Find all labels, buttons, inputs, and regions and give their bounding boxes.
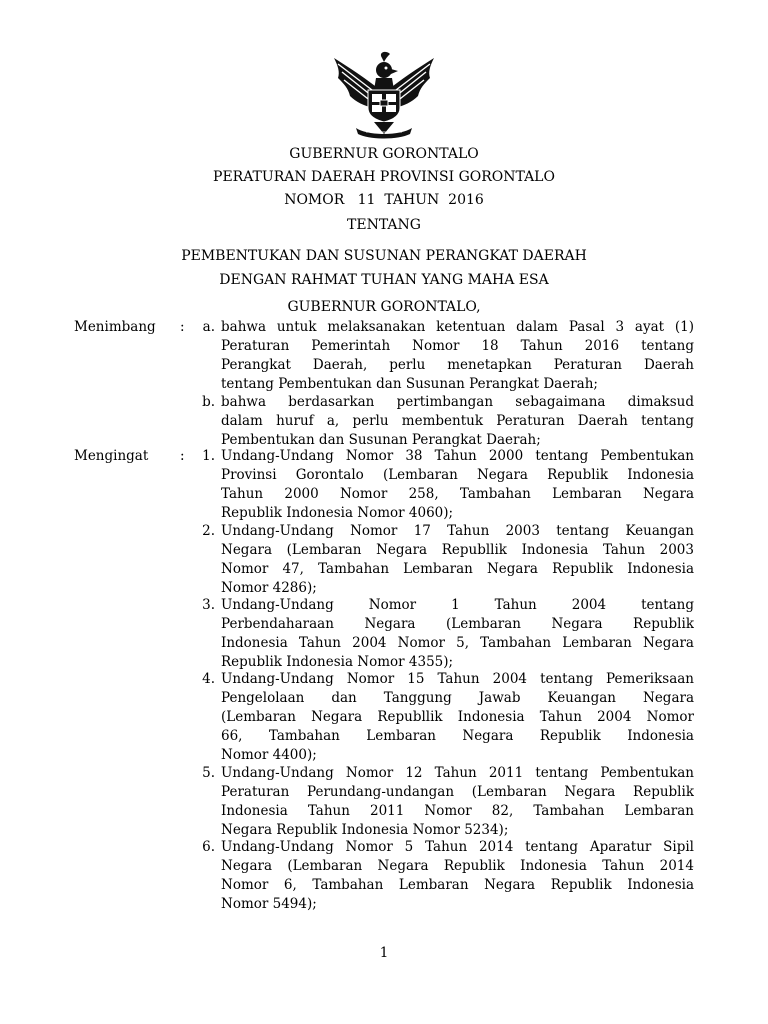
text-line: Negara (Lembaran Negara Republlik Indonesia Tahun 2003 <box>221 542 694 558</box>
authority: GUBERNUR GORONTALO, <box>287 299 481 315</box>
text-line: Negara Republik Indonesia Nomor 5234); <box>221 822 509 838</box>
menimbang-b-marker: b. <box>202 394 215 410</box>
text-line: Nomor 5494); <box>221 896 317 912</box>
text-line: Indonesia Tahun 2004 Nomor 5, Tambahan Lembaran Negara <box>221 635 694 651</box>
about-heading: TENTANG <box>347 217 421 233</box>
text-line: Republik Indonesia Nomor 4060); <box>221 505 454 521</box>
regulation-title: PERATURAN DAERAH PROVINSI GORONTALO <box>213 169 555 185</box>
menimbang-colon: : <box>180 319 185 335</box>
menimbang-b-text <box>221 393 694 450</box>
text-line: bahwa berdasarkan pertimbangan sebagaimana dimaksud <box>221 394 694 410</box>
text-line: Negara (Lembaran Negara Republik Indonesia Tahun 2014 <box>221 858 694 874</box>
menimbang-label: Menimbang <box>74 319 156 335</box>
text-line: Indonesia Tahun 2011 Nomor 82, Tambahan Lembaran <box>221 803 694 819</box>
text-line: 66, Tambahan Lembaran Negara Republik Indonesia <box>221 728 694 744</box>
text-line: tentang Pembentukan dan Susunan Perangkat Daerah; <box>221 376 598 392</box>
mengingat-5-text <box>221 764 694 840</box>
mengingat-4-marker: 4. <box>202 671 215 687</box>
text-line: (Lembaran Negara Republlik Indonesia Tahun 2004 Nomor <box>221 709 694 725</box>
text-line: dalam huruf a, perlu membentuk Peraturan Daerah tentang <box>221 413 694 429</box>
mengingat-2-text <box>221 522 694 598</box>
page-number: 1 <box>379 945 389 961</box>
text-line: Peraturan Perundang-undangan (Lembaran Negara Republik <box>221 784 694 800</box>
text-line: Peraturan Pemerintah Nomor 18 Tahun 2016 tentang <box>221 338 694 354</box>
mengingat-label: Mengingat <box>74 448 149 464</box>
text-line: Undang-Undang Nomor 17 Tahun 2003 tentang Keuangan <box>221 523 694 539</box>
text-line: Nomor 47, Tambahan Lembaran Negara Republik Indonesia <box>221 561 694 577</box>
mengingat-2-marker: 2. <box>202 523 215 539</box>
menimbang-a-marker: a. <box>202 319 215 335</box>
mengingat-3-marker: 3. <box>202 597 215 613</box>
text-line: Undang-Undang Nomor 38 Tahun 2000 tentang Pembentukan <box>221 448 694 464</box>
text-line: Nomor 6, Tambahan Lembaran Negara Republik Indonesia <box>221 877 694 893</box>
mengingat-5-marker: 5. <box>202 765 215 781</box>
issuer-title: GUBERNUR GORONTALO <box>289 146 479 162</box>
garuda-emblem-icon <box>328 50 440 140</box>
text-line: Perangkat Daerah, perlu menetapkan Peraturan Daerah <box>221 357 694 373</box>
mengingat-4-text <box>221 670 694 765</box>
text-line: Tahun 2000 Nomor 258, Tambahan Lembaran Negara <box>221 486 694 502</box>
mengingat-1-text <box>221 447 694 523</box>
invocation: DENGAN RAHMAT TUHAN YANG MAHA ESA <box>219 272 549 288</box>
mengingat-6-marker: 6. <box>202 839 215 855</box>
text-line: Undang-Undang Nomor 12 Tahun 2011 tentang Pembentukan <box>221 765 694 781</box>
text-line: bahwa untuk melaksanakan ketentuan dalam Pasal 3 ayat (1) <box>221 319 694 335</box>
regulation-number: NOMOR 11 TAHUN 2016 <box>284 192 484 208</box>
menimbang-a-text <box>221 318 694 394</box>
text-line: Provinsi Gorontalo (Lembaran Negara Republik Indonesia <box>221 467 694 483</box>
text-line: Undang-Undang Nomor 5 Tahun 2014 tentang Aparatur Sipil <box>221 839 694 855</box>
mengingat-colon: : <box>180 448 185 464</box>
text-line: Undang-Undang Nomor 15 Tahun 2004 tentang Pemeriksaan <box>221 671 694 687</box>
text-line: Republik Indonesia Nomor 4355); <box>221 654 454 670</box>
text-line: Nomor 4400); <box>221 747 317 763</box>
mengingat-3-text <box>221 596 694 672</box>
text-line: Perbendaharaan Negara (Lembaran Negara Republik <box>221 616 694 632</box>
text-line: Pengelolaan dan Tanggung Jawab Keuangan Negara <box>221 690 694 706</box>
mengingat-1-marker: 1. <box>202 448 215 464</box>
mengingat-6-text <box>221 838 694 914</box>
text-line: Nomor 4286); <box>221 580 317 596</box>
text-line: Pembentukan dan Susunan Perangkat Daerah; <box>221 432 541 448</box>
text-line: Undang-Undang Nomor 1 Tahun 2004 tentang <box>221 597 694 613</box>
regulation-subject: PEMBENTUKAN DAN SUSUNAN PERANGKAT DAERAH <box>181 248 587 264</box>
